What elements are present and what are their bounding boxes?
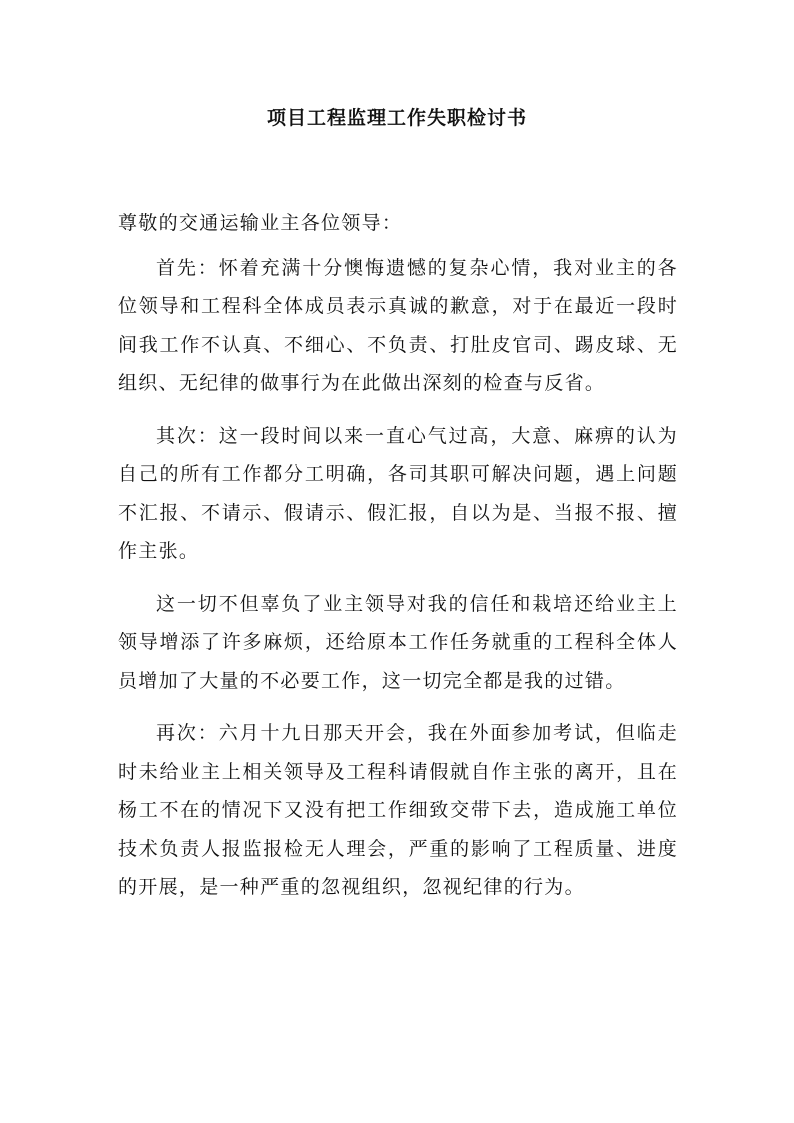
paragraph-fourth: 再次：六月十九日那天开会，我在外面参加考试，但临走时未给业主上相关领导及工程科请假就自作主张的离开，且在杨工不在的情况下又没有把工作细致交带下去，造成施工单位技术负责人报监报检无人理会，严重的影响了工程质量、进度的开展，是一种严重的忽视组织，忽视纪律的行为。	[118, 722, 678, 898]
document-title: 项目工程监理工作失职检讨书	[266, 107, 527, 129]
paragraph-second: 其次：这一段时间以来一直心气过高，大意、麻痹的认为自己的所有工作都分工明确，各司其职可解决问题，遇上问题不汇报、不请示、假请示、假汇报，自以为是、当报不报、擅作主张。	[118, 424, 678, 562]
salutation: 尊敬的交通运输业主各位领导：	[118, 212, 403, 234]
document-body	[118, 204, 678, 907]
paragraph-third: 这一切不但辜负了业主领导对我的信任和栽培还给业主上领导增添了许多麻烦，还给原本工作任务就重的工程科全体人员增加了大量的不必要工作，这一切完全都是我的过错。	[118, 592, 678, 692]
paragraph-first: 首先：怀着充满十分懊悔遗憾的复杂心情，我对业主的各位领导和工程科全体成员表示真诚的歉意，对于在最近一段时间我工作不认真、不细心、不负责、打肚皮官司、踢皮球、无组织、无纪律的做事行为在此做出深刻的检查与反省。	[118, 256, 678, 394]
